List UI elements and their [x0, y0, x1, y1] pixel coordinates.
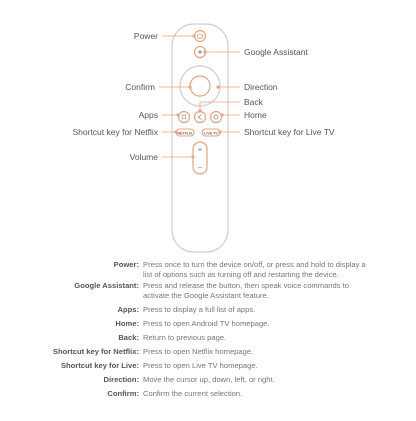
- callout-volume: Volume: [129, 152, 158, 162]
- desc-text: Press once to turn the device on/off, or press and hold to display a list of options such as turning off and restarting the device.: [143, 260, 366, 279]
- callout-back: Back: [244, 97, 263, 107]
- desc-term: Google Assistant:: [74, 281, 139, 290]
- callout-google-assistant: Google Assistant: [244, 47, 308, 57]
- desc-text: Press to open Live TV homepage.: [143, 361, 258, 370]
- desc-term: Shortcut key for Live:: [60, 361, 139, 370]
- callout-netflix: Shortcut key for Netflix: [72, 127, 158, 137]
- desc-term: Direction:: [103, 375, 139, 384]
- desc-text: Return to previous page.: [143, 333, 227, 342]
- mic-icon: [198, 50, 201, 53]
- remote-body: [172, 24, 228, 252]
- volume-down-icon: −: [197, 163, 203, 172]
- desc-text: Press and release the button, then speak voice commands to activate the Google Assistant feature.: [143, 281, 349, 300]
- volume-up-icon: +: [197, 145, 203, 154]
- callout-confirm: Confirm: [125, 82, 155, 92]
- callout-apps: Apps: [138, 110, 158, 120]
- desc-text: Press to open Netflix homepage.: [143, 347, 254, 356]
- desc-term: Confirm:: [107, 389, 139, 398]
- callout-direction: Direction: [244, 82, 278, 92]
- desc-text: Confirm the current selection.: [143, 389, 243, 398]
- desc-term: Home:: [115, 319, 139, 328]
- desc-text: Press to open Android TV homepage.: [143, 319, 270, 328]
- netflix-button-text: NETFLIX: [177, 131, 193, 136]
- desc-text: Press to display a full list of apps.: [143, 305, 256, 314]
- desc-term: Back:: [118, 333, 139, 342]
- desc-term: Apps:: [117, 305, 139, 314]
- callout-live-tv: Shortcut key for Live TV: [244, 127, 335, 137]
- callout-power: Power: [133, 31, 158, 41]
- desc-text: Move the cursor up, down, left, or right.: [143, 375, 275, 384]
- desc-term: Shortcut key for Netflix:: [52, 347, 139, 356]
- callout-home: Home: [244, 110, 267, 120]
- live-tv-button-text: LIVE TV: [204, 131, 218, 136]
- desc-term: Power:: [113, 260, 139, 269]
